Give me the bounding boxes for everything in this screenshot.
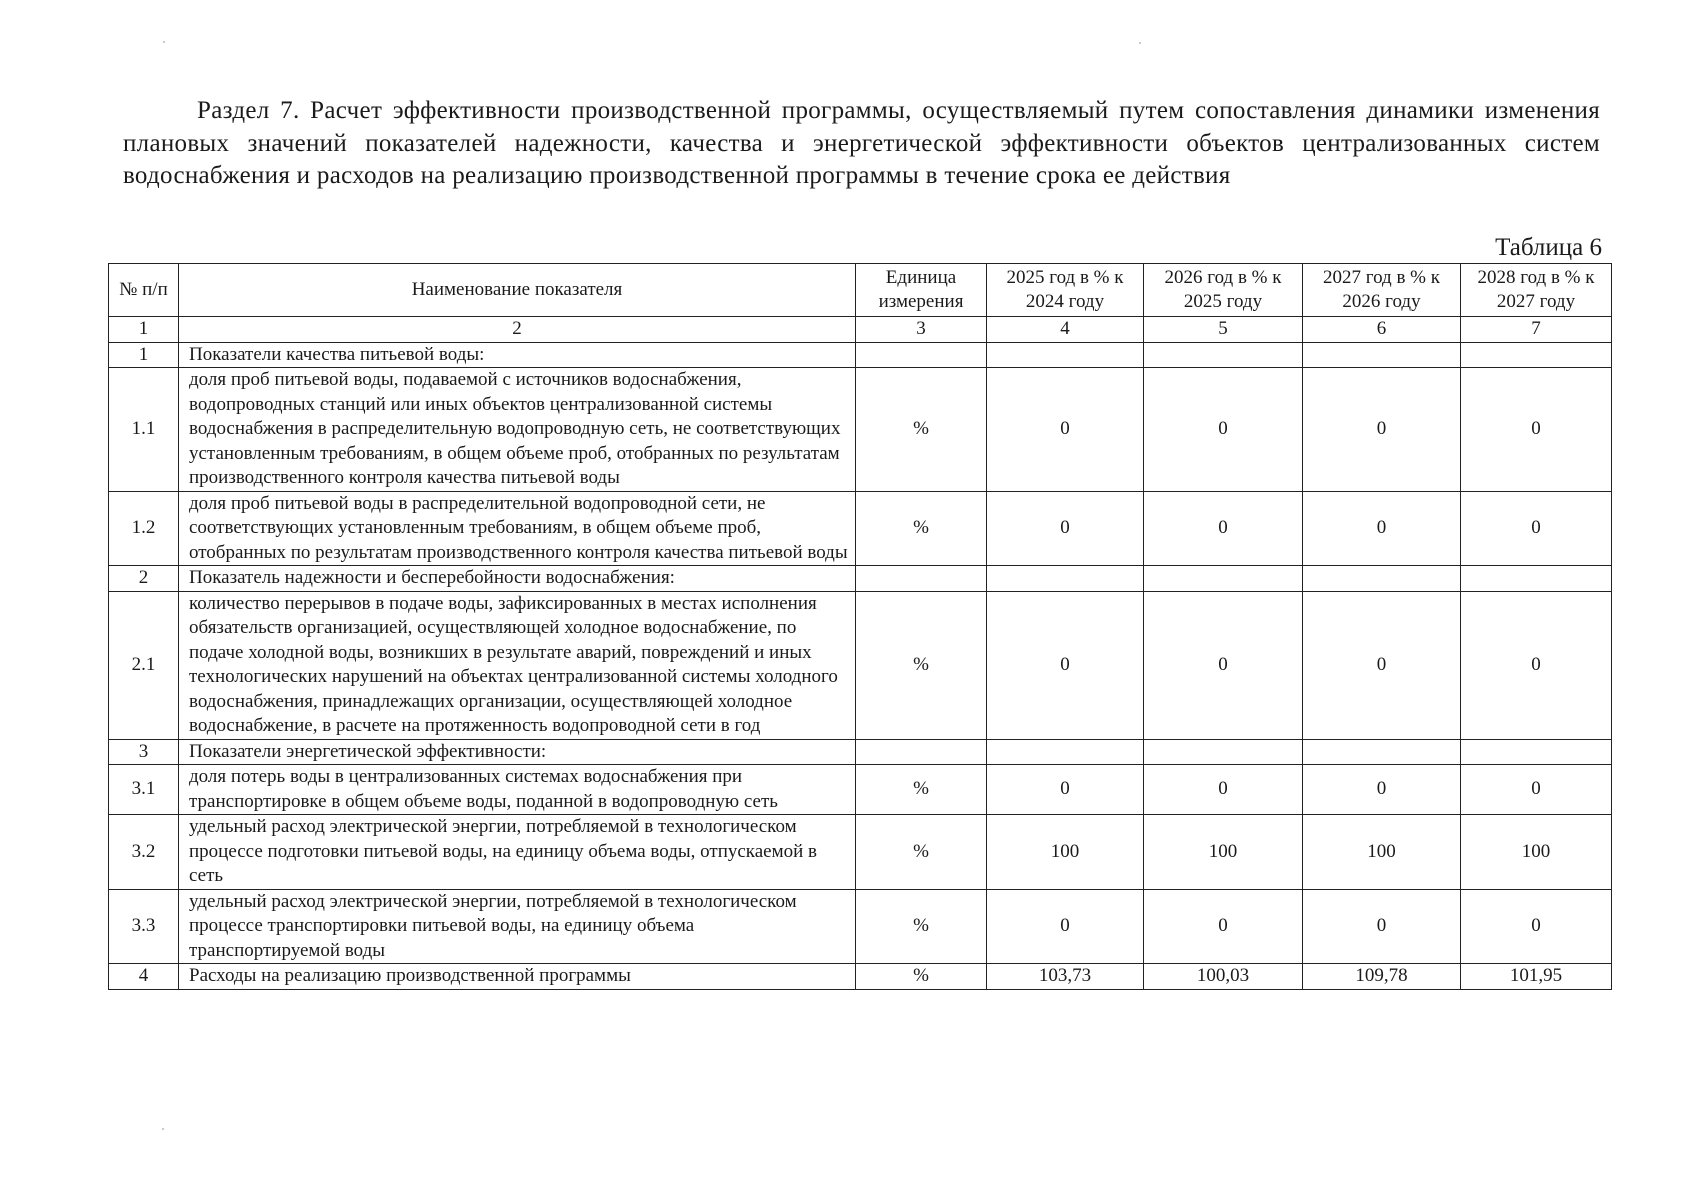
indicator-name: доля потерь воды в централизованных системах водоснабжения при транспортировке в общем объеме воды, поданной в водопроводную сеть xyxy=(179,765,856,815)
value-2028: 100 xyxy=(1461,815,1612,890)
value-2025: 0 xyxy=(987,368,1144,492)
table-row xyxy=(109,964,1612,990)
header-unit: Единица измерения xyxy=(856,264,987,317)
value-2028: 0 xyxy=(1461,368,1612,492)
header-2025: 2025 год в % к 2024 году xyxy=(987,264,1144,317)
column-number: 3 xyxy=(856,317,987,343)
unit-cell: % xyxy=(856,889,987,964)
row-number: 1.1 xyxy=(109,368,179,492)
unit-cell xyxy=(856,342,987,368)
indicator-name: Показатели качества питьевой воды: xyxy=(179,342,856,368)
value-2027: 100 xyxy=(1303,815,1461,890)
indicator-name: количество перерывов в подаче воды, зафиксированных в местах исполнения обязательств организацией, осуществляющей холодное водоснабжение, по подаче холодной воды, возникших в результате аварий, повреждений и иных технологических нарушений на объектах централизованной системы холодного водоснабжения, принадлежащих организации, осуществляющей холодное водоснабжение, в расчете на протяженность водопроводной сети в год xyxy=(179,591,856,739)
value-2028: 101,95 xyxy=(1461,964,1612,990)
value-2025: 0 xyxy=(987,889,1144,964)
value-2028: 0 xyxy=(1461,491,1612,566)
value-2028: 0 xyxy=(1461,591,1612,739)
table-row xyxy=(109,765,1612,815)
table-row xyxy=(109,368,1612,492)
scan-speck xyxy=(162,1128,164,1130)
column-number: 5 xyxy=(1144,317,1303,343)
column-number: 1 xyxy=(109,317,179,343)
row-number: 3.3 xyxy=(109,889,179,964)
unit-cell: % xyxy=(856,964,987,990)
indicator-name: удельный расход электрической энергии, потребляемой в технологическом процессе транспортировки питьевой воды, на единицу объема транспортируемой воды xyxy=(179,889,856,964)
unit-cell: % xyxy=(856,591,987,739)
efficiency-table xyxy=(108,263,1612,990)
scan-speck xyxy=(1139,42,1141,44)
row-number: 3.1 xyxy=(109,765,179,815)
unit-cell xyxy=(856,566,987,592)
header-name: Наименование показателя xyxy=(179,264,856,317)
section-row xyxy=(109,739,1612,765)
section-row xyxy=(109,342,1612,368)
value-2025 xyxy=(987,739,1144,765)
value-2026: 0 xyxy=(1144,889,1303,964)
table-row xyxy=(109,591,1612,739)
value-2026: 100 xyxy=(1144,815,1303,890)
column-number: 4 xyxy=(987,317,1144,343)
value-2027: 0 xyxy=(1303,491,1461,566)
row-number: 3 xyxy=(109,739,179,765)
value-2028 xyxy=(1461,566,1612,592)
column-number: 6 xyxy=(1303,317,1461,343)
header-2027: 2027 год в % к 2026 году xyxy=(1303,264,1461,317)
column-number: 7 xyxy=(1461,317,1612,343)
row-number: 2 xyxy=(109,566,179,592)
value-2027: 0 xyxy=(1303,591,1461,739)
section-heading: Раздел 7. Расчет эффективности производственной программы, осуществляемый путем сопоставления динамики изменения плановых значений показателей надежности, качества и энергетической эффективности объектов централизованных систем водоснабжения и расходов на реализацию производственной программы в течение срока ее действия xyxy=(123,97,1600,189)
indicator-name: доля проб питьевой воды в распределительной водопроводной сети, не соответствующих установленным требованиям, в общем объеме проб, отобранных по результатам производственного контроля качества питьевой воды xyxy=(179,491,856,566)
table-row xyxy=(109,889,1612,964)
row-number: 4 xyxy=(109,964,179,990)
unit-cell: % xyxy=(856,368,987,492)
scan-speck xyxy=(163,41,165,43)
unit-cell: % xyxy=(856,491,987,566)
value-2026: 100,03 xyxy=(1144,964,1303,990)
value-2026 xyxy=(1144,739,1303,765)
value-2027 xyxy=(1303,739,1461,765)
header-num: № п/п xyxy=(109,264,179,317)
value-2025: 0 xyxy=(987,765,1144,815)
row-number: 1.2 xyxy=(109,491,179,566)
value-2025: 100 xyxy=(987,815,1144,890)
column-number: 2 xyxy=(179,317,856,343)
value-2027: 0 xyxy=(1303,368,1461,492)
unit-cell: % xyxy=(856,765,987,815)
indicator-name: Показатели энергетической эффективности: xyxy=(179,739,856,765)
column-number-row xyxy=(109,317,1612,343)
value-2027: 0 xyxy=(1303,889,1461,964)
value-2026: 0 xyxy=(1144,368,1303,492)
indicator-name: Расходы на реализацию производственной программы xyxy=(179,964,856,990)
value-2028: 0 xyxy=(1461,889,1612,964)
value-2025 xyxy=(987,342,1144,368)
table-row xyxy=(109,491,1612,566)
value-2026 xyxy=(1144,566,1303,592)
value-2028: 0 xyxy=(1461,765,1612,815)
value-2027 xyxy=(1303,566,1461,592)
header-2026: 2026 год в % к 2025 году xyxy=(1144,264,1303,317)
value-2028 xyxy=(1461,342,1612,368)
indicator-name: удельный расход электрической энергии, потребляемой в технологическом процессе подготовки питьевой воды, на единицу объема воды, отпускаемой в сеть xyxy=(179,815,856,890)
value-2027: 0 xyxy=(1303,765,1461,815)
value-2028 xyxy=(1461,739,1612,765)
row-number: 2.1 xyxy=(109,591,179,739)
section-row xyxy=(109,566,1612,592)
row-number: 3.2 xyxy=(109,815,179,890)
value-2026: 0 xyxy=(1144,765,1303,815)
table-header-row xyxy=(109,264,1612,317)
value-2025 xyxy=(987,566,1144,592)
unit-cell xyxy=(856,739,987,765)
unit-cell: % xyxy=(856,815,987,890)
value-2026 xyxy=(1144,342,1303,368)
table-caption: Таблица 6 xyxy=(1495,234,1602,261)
value-2025: 0 xyxy=(987,591,1144,739)
header-2028: 2028 год в % к 2027 году xyxy=(1461,264,1612,317)
value-2027 xyxy=(1303,342,1461,368)
indicator-name: Показатель надежности и бесперебойности водоснабжения: xyxy=(179,566,856,592)
value-2025: 0 xyxy=(987,491,1144,566)
value-2026: 0 xyxy=(1144,491,1303,566)
indicator-name: доля проб питьевой воды, подаваемой с источников водоснабжения, водопроводных станций или иных объектов централизованной системы водоснабжения в распределительную водопроводную сеть, не соответствующих установленным требованиям, в общем объеме проб, отобранных по результатам производственного контроля качества питьевой воды xyxy=(179,368,856,492)
value-2025: 103,73 xyxy=(987,964,1144,990)
row-number: 1 xyxy=(109,342,179,368)
value-2026: 0 xyxy=(1144,591,1303,739)
value-2027: 109,78 xyxy=(1303,964,1461,990)
table-row xyxy=(109,815,1612,890)
